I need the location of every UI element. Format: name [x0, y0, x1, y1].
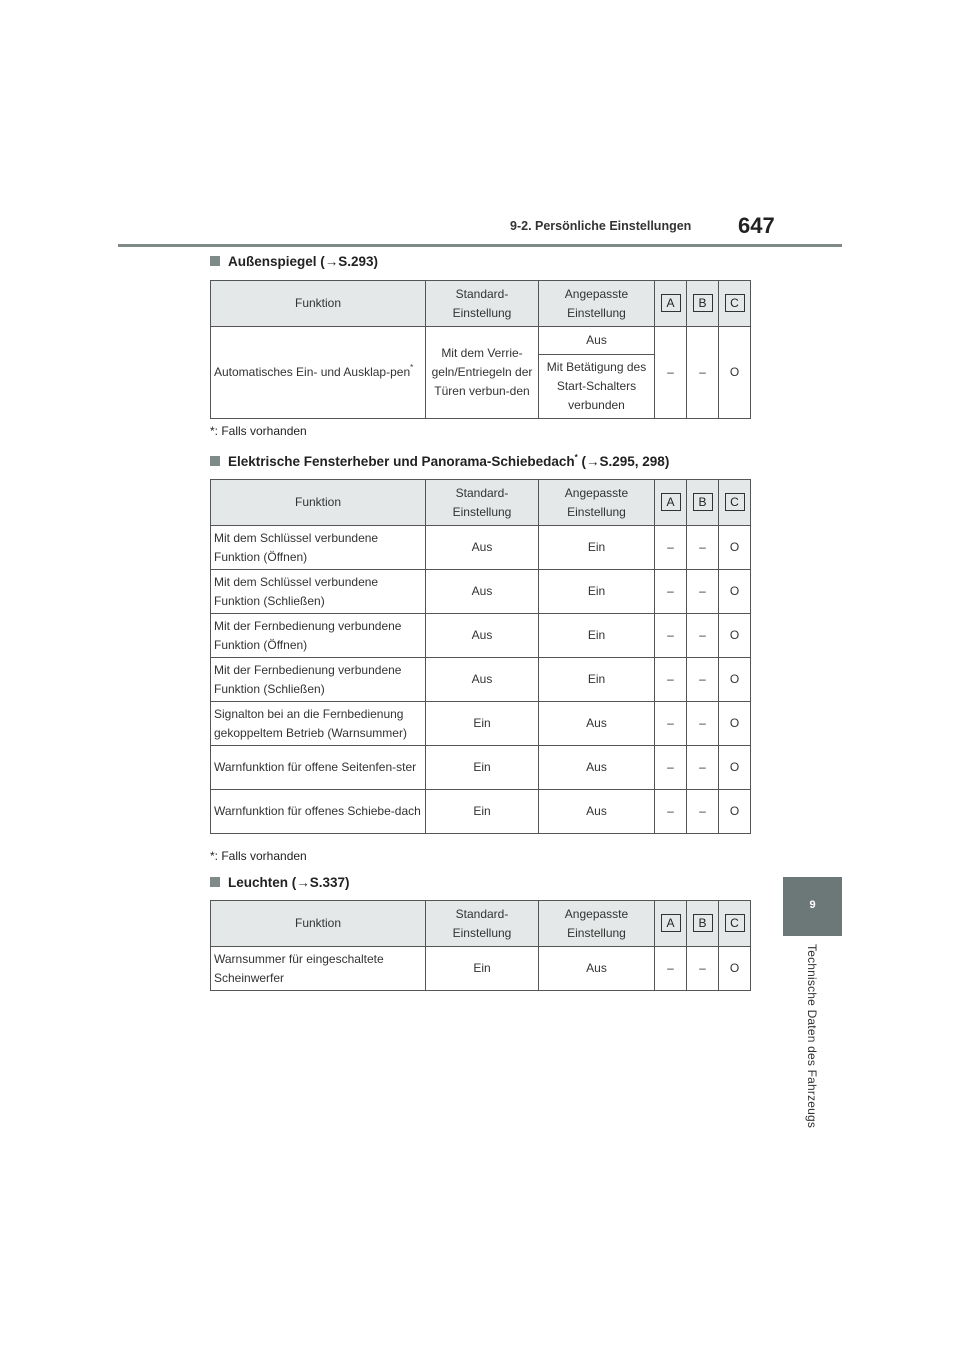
cell-standard: Aus — [426, 658, 539, 702]
cell-funktion: Mit der Fernbedienung verbundene Funktion (Schließen) — [211, 658, 426, 702]
header-b — [687, 480, 719, 526]
cell-c: O — [719, 947, 751, 991]
cell-funktion: Mit dem Schlüssel verbundene Funktion (Schließen) — [211, 570, 426, 614]
header-a — [655, 281, 687, 327]
cell-angepasst: Ein — [539, 658, 655, 702]
cell-a: – — [655, 526, 687, 570]
table-row — [211, 614, 751, 658]
section-heading-aussenspiegel: Außenspiegel (→S.293) — [210, 254, 378, 269]
cell-angepasst: Aus — [539, 947, 655, 991]
header-angepasst: Angepasste Einstellung — [539, 281, 655, 327]
table-aussenspiegel — [210, 280, 751, 419]
cell-standard: Aus — [426, 570, 539, 614]
option-start-schalter: Mit Betätigung des Start-Schalters verbunden — [546, 360, 647, 412]
cell-b: – — [687, 702, 719, 746]
cell-c: O — [719, 614, 751, 658]
bullet-square-icon — [210, 256, 220, 266]
bullet-square-icon — [210, 877, 220, 887]
label-a-box: A — [661, 914, 681, 932]
cell-a: – — [655, 658, 687, 702]
cell-funktion: Warnfunktion für offenes Schiebe-dach — [211, 790, 426, 834]
footnote-marker: * — [410, 363, 414, 372]
cell-c: O — [719, 658, 751, 702]
cell-a: – — [655, 947, 687, 991]
table-row — [211, 790, 751, 834]
cell-a: – — [655, 702, 687, 746]
cell-b: – — [687, 614, 719, 658]
cell-standard: Ein — [426, 702, 539, 746]
cell-c: O — [719, 570, 751, 614]
header-a — [655, 901, 687, 947]
header-funktion: Funktion — [211, 480, 426, 526]
label-a-box: A — [661, 493, 681, 511]
cell-a: – — [655, 614, 687, 658]
label-b-box: B — [693, 294, 713, 312]
header-b — [687, 901, 719, 947]
page-number: 647 — [738, 213, 775, 238]
label-a-box: A — [661, 294, 681, 312]
header-standard: Standard-Einstellung — [426, 281, 539, 327]
table-fensterheber — [210, 479, 751, 834]
cell-c: O — [719, 526, 751, 570]
footnote: *: Falls vorhanden — [210, 424, 307, 438]
header-standard: Standard-Einstellung — [426, 480, 539, 526]
cell-c: O — [719, 746, 751, 790]
cell-a: – — [655, 570, 687, 614]
bullet-square-icon — [210, 456, 220, 466]
chapter-label: Technische Daten des Fahrzeugs — [805, 944, 819, 1129]
cell-b: – — [687, 327, 719, 419]
table-row — [211, 327, 751, 419]
table-row — [211, 570, 751, 614]
cell-funktion: Mit dem Schlüssel verbundene Funktion (Öffnen) — [211, 526, 426, 570]
footnote: *: Falls vorhanden — [210, 849, 307, 863]
cell-angepasst: Ein — [539, 614, 655, 658]
label-c-box: C — [725, 294, 745, 312]
label-c-box: C — [725, 493, 745, 511]
footnote-marker: * — [574, 453, 578, 462]
cell-standard: Mit dem Verrie-geln/Entriegeln der Türen verbun-den — [426, 327, 539, 419]
table-row — [211, 746, 751, 790]
cell-b: – — [687, 947, 719, 991]
cell-funktion: Signalton bei an die Fernbedienung gekoppeltem Betrieb (Warnsummer) — [211, 702, 426, 746]
chapter-number: 9 — [809, 899, 816, 911]
header-c — [719, 901, 751, 947]
section-heading-fensterheber: Elektrische Fensterheber und Panorama-Schiebedach* (→S.295, 298) — [210, 454, 669, 469]
header-funktion: Funktion — [211, 281, 426, 327]
header-c — [719, 480, 751, 526]
header-rule — [118, 244, 842, 247]
table-row — [211, 702, 751, 746]
cell-funktion: Automatisches Ein- und Ausklap-pen* — [211, 327, 426, 419]
cell-c: O — [719, 327, 751, 419]
table-header-row — [211, 281, 751, 327]
label-c-box: C — [725, 914, 745, 932]
header-angepasst: Angepasste Einstellung — [539, 480, 655, 526]
cell-b: – — [687, 526, 719, 570]
cell-funktion: Warnfunktion für offene Seitenfen-ster — [211, 746, 426, 790]
label-b-box: B — [693, 493, 713, 511]
section-title: 9-2. Persönliche Einstellungen — [510, 219, 692, 233]
section-heading-leuchten: Leuchten (→S.337) — [210, 875, 350, 890]
cell-a: – — [655, 327, 687, 419]
option-aus: Aus — [539, 327, 654, 355]
label-b-box: B — [693, 914, 713, 932]
cell-b: – — [687, 570, 719, 614]
header-funktion: Funktion — [211, 901, 426, 947]
table-header-row — [211, 480, 751, 526]
table-row — [211, 526, 751, 570]
header-a — [655, 480, 687, 526]
cell-standard: Ein — [426, 746, 539, 790]
cell-a: – — [655, 790, 687, 834]
header-b — [687, 281, 719, 327]
header-c — [719, 281, 751, 327]
cell-angepasst — [539, 327, 655, 419]
cell-angepasst: Ein — [539, 570, 655, 614]
cell-angepasst: Ein — [539, 526, 655, 570]
cell-funktion: Mit der Fernbedienung verbundene Funktion (Öffnen) — [211, 614, 426, 658]
table-row — [211, 947, 751, 991]
header-standard: Standard-Einstellung — [426, 901, 539, 947]
cell-c: O — [719, 790, 751, 834]
cell-standard: Aus — [426, 526, 539, 570]
cell-standard: Ein — [426, 947, 539, 991]
cell-angepasst: Aus — [539, 746, 655, 790]
cell-angepasst: Aus — [539, 790, 655, 834]
cell-standard: Ein — [426, 790, 539, 834]
table-leuchten — [210, 900, 751, 991]
table-row — [211, 658, 751, 702]
cell-funktion: Warnsummer für eingeschaltete Scheinwerfer — [211, 947, 426, 991]
cell-b: – — [687, 746, 719, 790]
cell-standard: Aus — [426, 614, 539, 658]
cell-b: – — [687, 790, 719, 834]
cell-c: O — [719, 702, 751, 746]
cell-a: – — [655, 746, 687, 790]
cell-angepasst: Aus — [539, 702, 655, 746]
chapter-tab — [783, 877, 842, 936]
header-angepasst: Angepasste Einstellung — [539, 901, 655, 947]
table-header-row — [211, 901, 751, 947]
cell-b: – — [687, 658, 719, 702]
